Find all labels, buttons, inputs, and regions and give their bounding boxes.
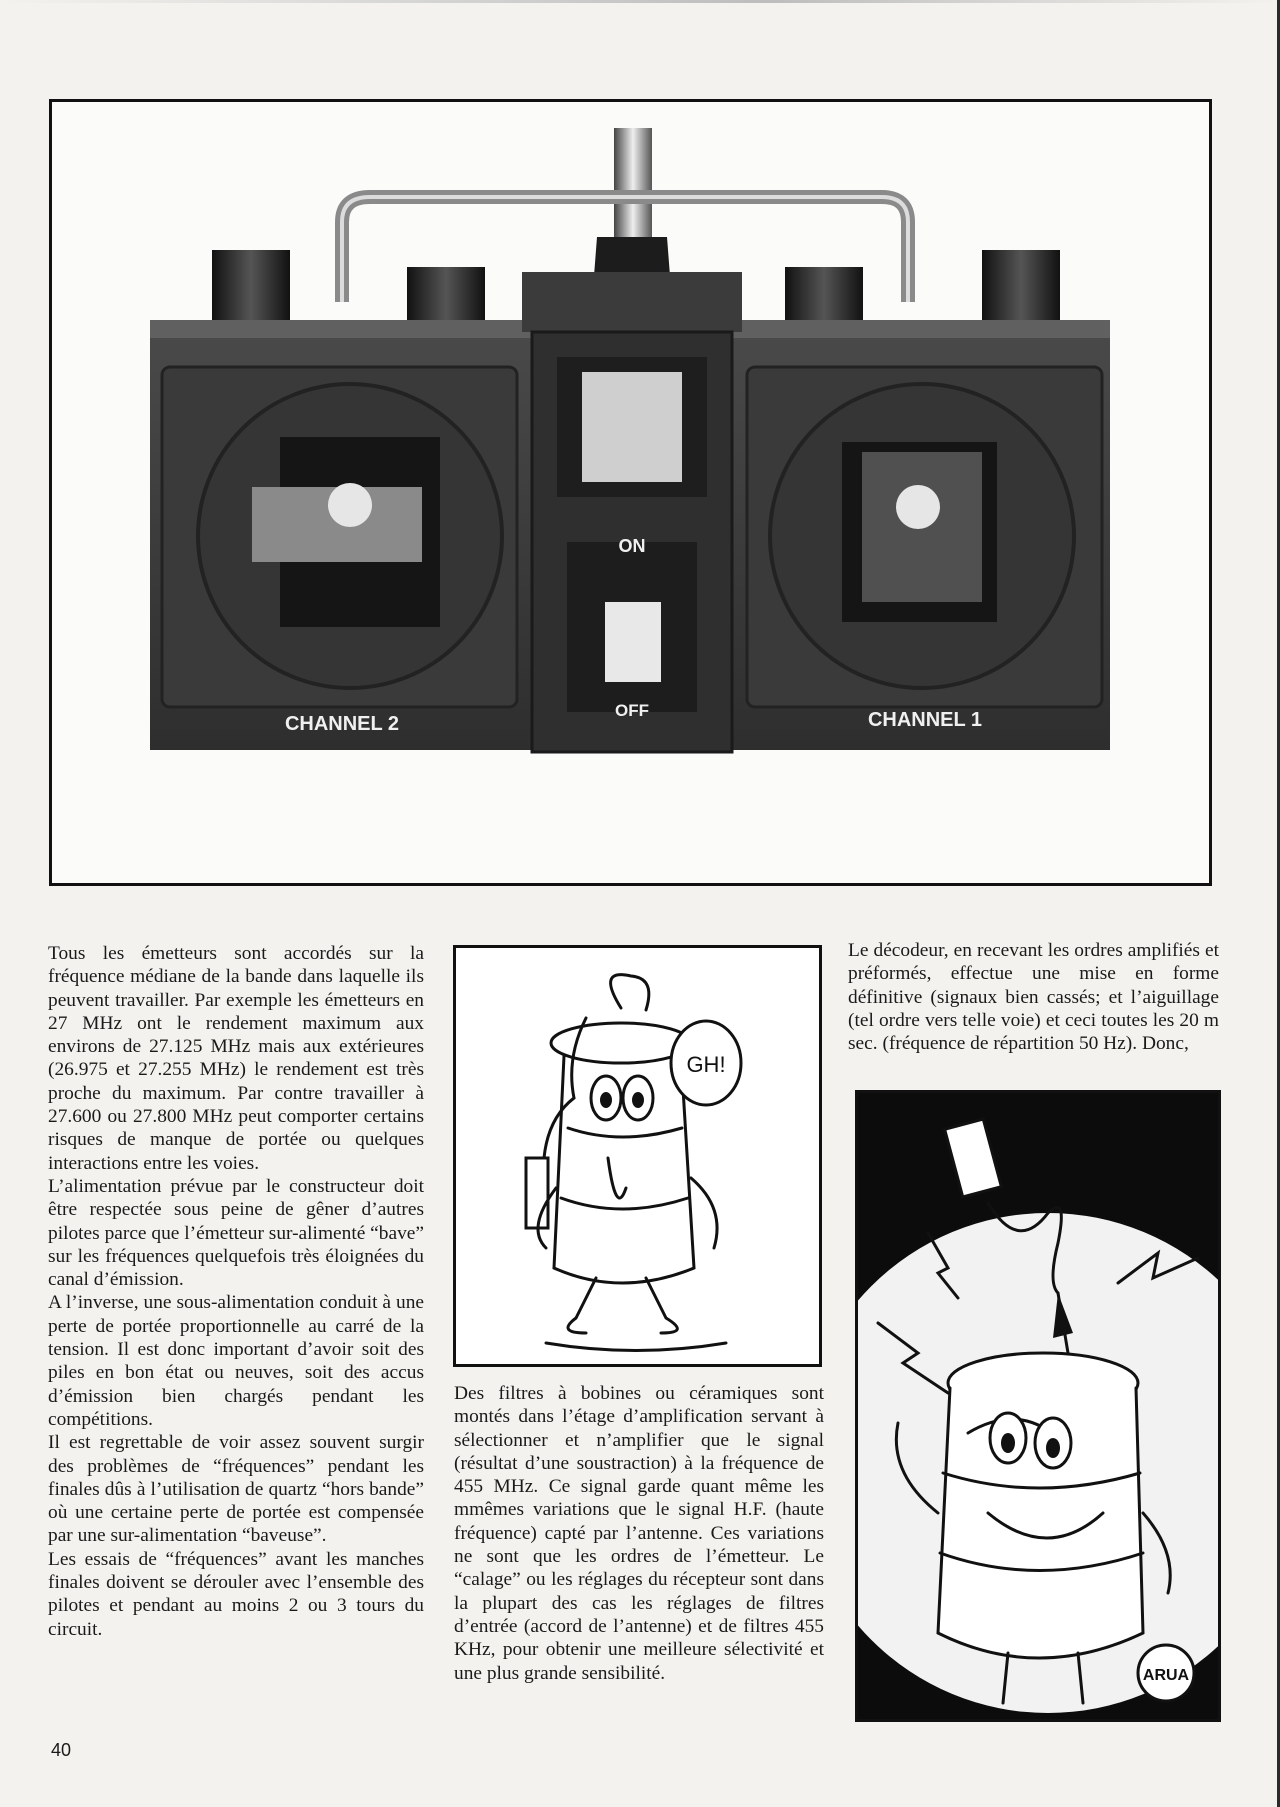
paragraph: A l’inverse, une sous-alimentation conduit à une perte de portée proportionnelle au carré de la tension. Il est donc important d’avoir soit des piles en bon état ou neuves, soit des accus d’émission bien chargés pendant les compétitions.: [48, 1292, 424, 1430]
trim-knob: [212, 250, 290, 322]
cartoon-receiver: [855, 1090, 1221, 1722]
power-switch: [605, 602, 661, 682]
paragraph: Tous les émetteurs sont accordés sur la fréquence médiane de la bande dans laquelle ils peuvent travailler. Par exemple les émetteurs en 27 MHz ont le rendement maximum aux environs de 27.125 MHz mais aux extérieures (26.975 et 27.255 MHz) le rendement est très proche du maximum. Par contre travailler à 27.600 ou 27.800 MHz peut comporter certains risques de manque de portée ou quelques interactions entre les voies.: [48, 943, 424, 1174]
top-rule: [0, 0, 1280, 3]
trim-knob: [407, 267, 485, 325]
trim-knob: [785, 267, 863, 325]
transmitter-photo: [49, 99, 1212, 886]
label-off: OFF: [615, 701, 649, 720]
paragraph: Le décodeur, en recevant les ordres amplifiés et préformés, effectue une mise en forme définitive (signaux bien cassés; et l’aiguillage (tel ordre vers telle voie) et ceci toutes les 20 m sec. (fréquence de répartition 50 Hz). Donc,: [848, 940, 1219, 1055]
cartoon-illustration: [456, 948, 819, 1364]
battery-meter: [582, 372, 682, 482]
transmitter-illustration: [52, 102, 1209, 883]
antenna: [614, 128, 652, 238]
speech-bubble-text: GH!: [686, 1052, 726, 1077]
cartoon-crystal: [453, 945, 822, 1367]
article-column-left: [48, 942, 424, 1641]
paragraph: Il est regrettable de voir assez souvent surgir des problèmes de “fréquences” pendant les finales dûs à l’utilisation de quartz “hors bande” où une certaine perte de portée est compensée par une sur-alimentation “baveuse”.: [48, 1432, 424, 1547]
label-channel-2: CHANNEL 2: [284, 713, 400, 735]
label-on: ON: [618, 536, 646, 556]
page-number: 40: [51, 1740, 72, 1760]
label-channel-1: CHANNEL 1: [867, 709, 983, 731]
paragraph: Les essais de “fréquences” avant les manches finales doivent se dérouler avec l’ensemble des pilotes et pendant au moins 2 ou 3 tours du circuit.: [48, 1548, 424, 1640]
trim-knob: [982, 250, 1060, 322]
article-column-right: [848, 939, 1219, 1055]
article-column-middle: [454, 1382, 824, 1685]
cartoon-illustration: [858, 1093, 1218, 1719]
paragraph: Des filtres à bobines ou céramiques sont montés dans l’étage d’amplification servant à sélectionner et n’amplifier que le signal (résultat d’une soustraction) à la fréquence de 455 MHz. Ce signal garde quant même les mmêmes variations que le signal H.F. (haute fréquence) capté par l’antenne. Ces variations ne sont que les ordres de l’émetteur. Le “calage” ou les réglages du récepteur sont dans la plupart des cas les réglages de filtres d’entrée (accord de l’antenne) et de filtres 455 KHz, pour obtenir une meilleure sélectivité et une plus grande sensibilité.: [454, 1383, 824, 1684]
artist-signature: ARUA: [1142, 1667, 1190, 1684]
paragraph: L’alimentation prévue par le constructeur doit être respectée sous peine de gêner d’autres pilotes parce que l’émetteur sur-alimenté “bave” sur les fréquences quelquefois très éloignées du canal d’émission.: [48, 1175, 424, 1291]
